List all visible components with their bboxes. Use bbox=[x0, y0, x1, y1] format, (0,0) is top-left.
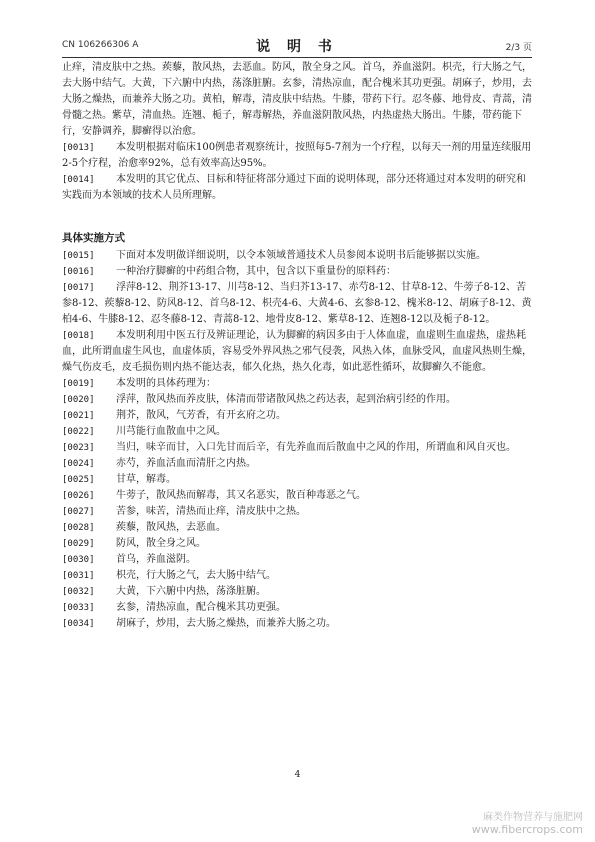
numbered-paragraph bbox=[62, 488, 532, 504]
numbered-paragraph bbox=[62, 584, 532, 600]
paragraph-text: 本发明根据对临床100例患者观察统计，按照每5-7剂为一个疗程，以每天一剂的用量连续服用2-5个疗程，治愈率92%，总有效率高达95%。 bbox=[62, 142, 532, 169]
numbered-paragraph bbox=[62, 600, 532, 616]
page-header bbox=[62, 36, 532, 54]
paragraph-number: [0028] bbox=[62, 523, 95, 533]
numbered-paragraph bbox=[62, 376, 532, 392]
numbered-paragraph bbox=[62, 392, 532, 408]
paragraph-number: [0030] bbox=[62, 555, 95, 565]
watermark-line2: www.fibercrops.com bbox=[471, 823, 583, 836]
paragraph-number: [0017] bbox=[62, 283, 95, 293]
numbered-paragraph bbox=[62, 616, 532, 632]
paragraph-text: 本发明的具体药理为： bbox=[116, 378, 216, 389]
page-number: 4 bbox=[294, 770, 301, 780]
numbered-paragraph bbox=[62, 552, 532, 568]
numbered-paragraph bbox=[62, 328, 532, 376]
paragraph-list-before bbox=[62, 140, 532, 204]
paragraph-number: [0026] bbox=[62, 491, 95, 501]
paragraph-text: 本发明利用中医五行及辨证理论，认为脚癣的病因多由于人体血虚，血虚则生血虚热，虚热耗血，此所谓血虚生风也，血虚体质，容易受外界风热之邪气侵袭，风热入体，血脉受风，血虚风热则生燥，燥气伤皮毛，皮毛损伤则内热不能达表，郁久化热，热久化毒，如此恶性循环，故脚癣久不能愈。 bbox=[62, 330, 532, 373]
numbered-paragraph bbox=[62, 140, 532, 172]
paragraph-text: 甘草，解毒。 bbox=[116, 474, 176, 485]
paragraph-text: 防风，散全身之风。 bbox=[116, 538, 206, 549]
section-heading: 具体实施方式 bbox=[62, 232, 125, 244]
paragraph-number: [0023] bbox=[62, 443, 95, 453]
paragraph-number: [0033] bbox=[62, 603, 95, 613]
header-rule bbox=[62, 57, 532, 58]
paragraph-text: 苦参，味苦，清热而止痒，清皮肤中之热。 bbox=[116, 506, 306, 517]
paragraph-number: [0025] bbox=[62, 475, 95, 485]
paragraph-number: [0013] bbox=[62, 143, 95, 153]
watermark bbox=[472, 808, 583, 836]
numbered-paragraph bbox=[62, 568, 532, 584]
numbered-paragraph bbox=[62, 280, 532, 328]
paragraph-number: [0031] bbox=[62, 571, 95, 581]
paragraph-number: [0015] bbox=[62, 251, 95, 261]
paragraph-text: 本发明的其它优点、目标和特征将部分通过下面的说明体现，部分还将通过对本发明的研究和实践而为本领域的技术人员所理解。 bbox=[62, 174, 526, 201]
continuation-paragraph bbox=[62, 60, 532, 140]
paragraph-text: 荆芥，散风，气芳香，有开玄府之功。 bbox=[116, 410, 286, 421]
paragraph-text: 赤芍，养血活血而清肝之内热。 bbox=[116, 458, 256, 469]
numbered-paragraph bbox=[62, 440, 532, 456]
paragraph-text: 大黄，下六腑中内热，荡涤脏腑。 bbox=[116, 586, 266, 597]
document-title: 说 明 书 bbox=[256, 39, 338, 55]
paragraph-text: 浮萍，散风热而养皮肤，体清而带诸散风热之药达表，起到治病引经的作用。 bbox=[116, 394, 456, 405]
paragraph-text: 川芎能行血散血中之风。 bbox=[116, 426, 226, 437]
numbered-paragraph bbox=[62, 172, 532, 204]
paragraph-text: 首乌，养血滋阴。 bbox=[116, 554, 196, 565]
numbered-paragraph bbox=[62, 536, 532, 552]
paragraph-text: 蒺藜，散风热，去恶血。 bbox=[116, 522, 226, 533]
paragraph-number: [0034] bbox=[62, 619, 95, 629]
numbered-paragraph bbox=[62, 520, 532, 536]
paragraph-text: 胡麻子，炒用，去大肠之燥热，而兼养大肠之功。 bbox=[116, 618, 336, 629]
numbered-paragraph bbox=[62, 456, 532, 472]
paragraph-number: [0024] bbox=[62, 459, 95, 469]
numbered-paragraph bbox=[62, 408, 532, 424]
paragraph-text: 浮萍8-12、荆芥13-17、川芎8-12、当归芥13-17、赤芍8-12、甘草8-12、牛蒡子8-12、苦参8-12、蒺藜8-12、防风8-12、首乌8-12、枳壳4-6、大黄4-6、玄参8-12、槐米8-12、胡麻子8-12、黄柏4-6、牛膝8-12、忍冬藤8-12、青蒿8-12、地骨皮8-12、紫草8-12、连翘8-12以及栀子8-12。 bbox=[62, 282, 532, 325]
watermark-line1: 麻类作物营养与施肥网 bbox=[483, 812, 583, 823]
paragraph-text: 一种治疗脚癣的中药组合物，其中，包含以下重量份的原料药： bbox=[116, 266, 396, 277]
numbered-paragraph bbox=[62, 264, 532, 280]
publication-number: CN 106266306 A bbox=[62, 40, 139, 50]
paragraph-number: [0027] bbox=[62, 507, 95, 517]
paragraph-number: [0029] bbox=[62, 539, 95, 549]
paragraph-text: 玄参，清热凉血，配合槐米其功更强。 bbox=[116, 602, 286, 613]
numbered-paragraph bbox=[62, 504, 532, 520]
paragraph-text: 当归，味辛而甘，入口先甘而后辛，有先养血而后散血中之风的作用，所谓血和风自灭也。 bbox=[116, 442, 516, 453]
paragraph-number: [0032] bbox=[62, 587, 95, 597]
paragraph-number: [0016] bbox=[62, 267, 95, 277]
paragraph-text: 枳壳，行大肠之气，去大肠中结气。 bbox=[116, 570, 276, 581]
paragraph-list-after bbox=[62, 248, 532, 632]
paragraph-number: [0019] bbox=[62, 379, 95, 389]
numbered-paragraph bbox=[62, 424, 532, 440]
paragraph-text: 下面对本发明做详细说明，以令本领域普通技术人员参阅本说明书后能够据以实施。 bbox=[116, 250, 486, 261]
paragraph-number: [0020] bbox=[62, 395, 95, 405]
paragraph-text: 牛蒡子，散风热而解毒，其又名恶实，散百种毒恶之气。 bbox=[116, 490, 366, 501]
paragraph-number: [0018] bbox=[62, 331, 95, 341]
document-body bbox=[62, 60, 532, 632]
numbered-paragraph bbox=[62, 248, 532, 264]
numbered-paragraph bbox=[62, 472, 532, 488]
paragraph-number: [0021] bbox=[62, 411, 95, 421]
paragraph-number: [0022] bbox=[62, 427, 95, 437]
page-indicator: 2/3 页 bbox=[505, 43, 532, 53]
paragraph-text: 止痒，清皮肤中之热。蒺藜，散风热，去恶血。防风，散全身之风。首乌，养血滋阴。枳壳，行大肠之气，去大肠中结气。大黄，下六腑中内热，荡涤脏腑。玄参，清热凉血，配合槐米其功更强。胡麻子，炒用，去大肠之燥热，而兼养大肠之功。黄柏，解毒，清皮肤中结热。牛膝，带药下行。忍冬藤、地骨皮、青蒿，清骨髓之热。紫草，清血热。连翘、栀子，解毒解热，养血滋阴散风热，内热虚热大肠出。牛膝，带药能下行，安静调养，脚癣得以治愈。 bbox=[62, 62, 532, 137]
paragraph-number: [0014] bbox=[62, 175, 95, 185]
